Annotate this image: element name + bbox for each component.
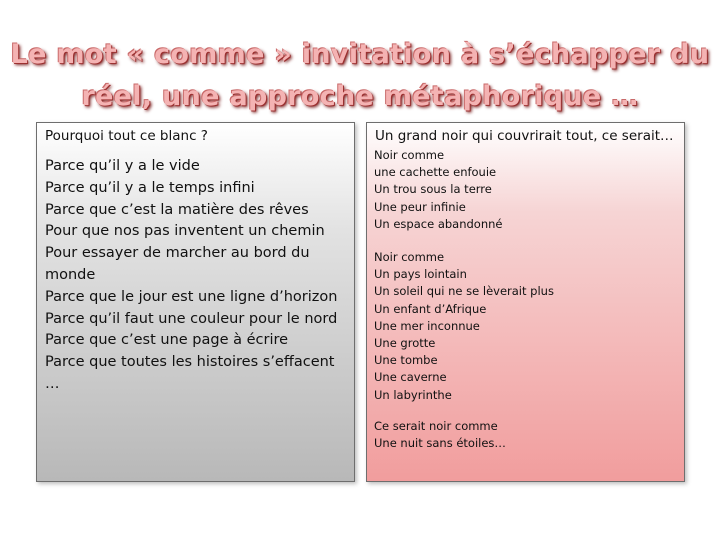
poem-line: Une nuit sans étoiles… bbox=[374, 436, 506, 451]
white-poem-lines bbox=[45, 156, 350, 396]
white-poem-heading: Pourquoi tout ce blanc ? bbox=[45, 128, 208, 144]
poem-line: Un trou sous la terre bbox=[374, 182, 492, 197]
poem-line: Une caverne bbox=[374, 370, 447, 385]
poem-line: Une grotte bbox=[374, 336, 436, 351]
poem-line: une cachette enfouie bbox=[374, 165, 497, 180]
black-poem-heading: Un grand noir qui couvrirait tout, ce serait… bbox=[375, 128, 674, 144]
black-poem-group-3 bbox=[374, 418, 506, 452]
poem-line: Parce que c’est une page à écrire bbox=[45, 332, 289, 349]
poem-line: Parce qu’il faut une couleur pour le nord bbox=[45, 310, 338, 327]
poem-line: Une tombe bbox=[374, 353, 438, 368]
poem-line: Un enfant d’Afrique bbox=[374, 301, 487, 316]
poem-line: Un pays lointain bbox=[374, 267, 467, 282]
black-poem-group-2 bbox=[374, 249, 554, 404]
white-poem-box bbox=[36, 122, 355, 482]
poem-line: Ce serait noir comme bbox=[374, 419, 498, 433]
poem-line: Un soleil qui ne se lèverait plus bbox=[374, 284, 554, 299]
poem-line: Une peur infinie bbox=[374, 199, 466, 214]
slide-title bbox=[0, 34, 720, 118]
poem-line: Parce qu’il y a le vide bbox=[45, 158, 200, 174]
poem-line: Une mer inconnue bbox=[374, 318, 480, 333]
poem-line: Pour essayer de marcher au bord du monde bbox=[45, 245, 310, 283]
title-line-1: Le mot « comme » invitation à s’échapper du bbox=[10, 39, 710, 70]
poem-line: Parce que le jour est une ligne d’horizon bbox=[45, 288, 338, 305]
poem-line: Parce que c’est la matière des rêves bbox=[45, 201, 309, 218]
poem-line: Pour que nos pas inventent un chemin bbox=[45, 223, 325, 240]
black-poem-group-1 bbox=[374, 147, 503, 233]
poem-line: Noir comme bbox=[374, 148, 445, 162]
poem-line: Un espace abandonné bbox=[374, 216, 503, 231]
poem-line: Noir comme bbox=[374, 250, 445, 264]
poem-line: Parce que toutes les histoires s’effacent … bbox=[45, 354, 335, 392]
title-line-2: réel, une approche métaphorique … bbox=[81, 81, 639, 112]
poem-line: Parce qu’il y a le temps infini bbox=[45, 179, 255, 196]
poem-line: Un labyrinthe bbox=[374, 387, 452, 402]
black-poem-box bbox=[366, 122, 685, 482]
